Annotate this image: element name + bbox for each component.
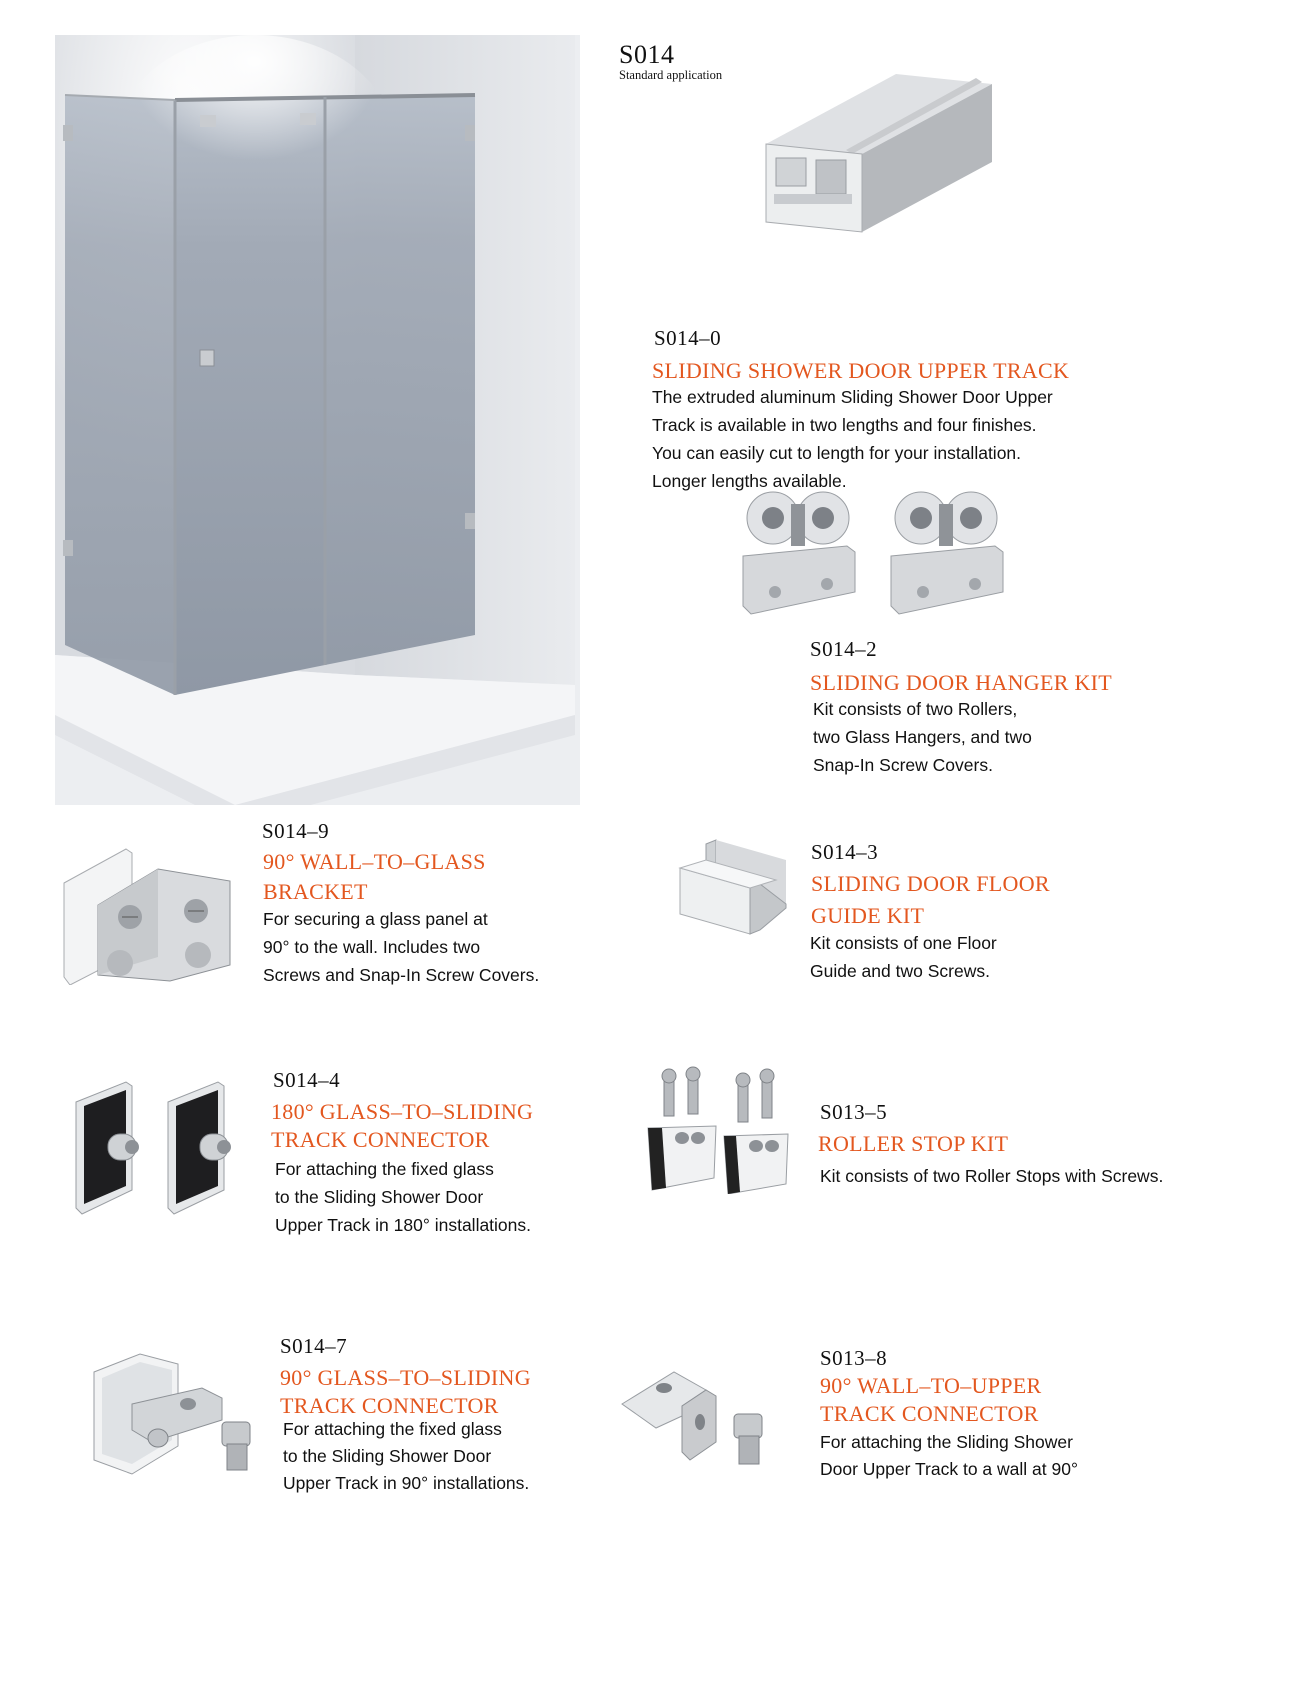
wall-bracket-image (58, 845, 238, 985)
wall-bracket-description (263, 905, 539, 989)
description-line: to the Sliding Shower Door (283, 1446, 492, 1466)
description-line: Guide and two Screws. (810, 961, 990, 981)
upper-track-title: SLIDING SHOWER DOOR UPPER TRACK (652, 358, 1070, 383)
title-line: BRACKET (263, 879, 368, 904)
wall-connector-code: S013–8 (820, 1346, 888, 1370)
wall-connector-image (620, 1366, 770, 1476)
description-line: Screws and Snap-In Screw Covers. (263, 965, 540, 985)
title-line: 180° GLASS–TO–SLIDING (271, 1099, 534, 1124)
upper-track-description (652, 383, 1053, 495)
title-line: 90° WALL–TO–GLASS (263, 849, 486, 874)
floor-guide-title (811, 868, 1050, 932)
wall-bracket-title (263, 847, 486, 907)
connector-180-title (271, 1098, 533, 1154)
hanger-kit-code: S014–2 (810, 637, 878, 661)
description-line: Kit consists of two Rollers, (813, 699, 1018, 719)
description-line: 90° to the wall. Includes two (263, 937, 481, 957)
description-line: The extruded aluminum Sliding Shower Door Upper (652, 387, 1053, 407)
wall-connector-title (820, 1372, 1042, 1428)
connector-180-code: S014–4 (273, 1068, 341, 1092)
connector-90-code: S014–7 (280, 1334, 348, 1358)
connector-90-description (283, 1416, 529, 1497)
connector-180-image (72, 1078, 247, 1218)
hanger-kit-title: SLIDING DOOR HANGER KIT (810, 670, 1113, 695)
description-line: Door Upper Track to a wall at 90° (820, 1459, 1078, 1479)
roller-stop-code: S013–5 (820, 1100, 888, 1124)
connector-90-image (92, 1350, 272, 1480)
description-line: For attaching the fixed glass (283, 1419, 502, 1439)
upper-track-image (746, 54, 1002, 240)
wall-connector-description (820, 1429, 1078, 1483)
description-line: Upper Track in 180° installations. (275, 1215, 532, 1235)
title-line: TRACK CONNECTOR (820, 1401, 1039, 1426)
title-line: TRACK CONNECTOR (271, 1127, 490, 1152)
roller-stop-image (638, 1066, 790, 1194)
floor-guide-code: S014–3 (811, 840, 879, 864)
description-line: For attaching the Sliding Shower (820, 1432, 1073, 1452)
title-line: SLIDING DOOR FLOOR (811, 871, 1050, 896)
description-line: two Glass Hangers, and two (813, 727, 1032, 747)
description-line: Snap-In Screw Covers. (813, 755, 993, 775)
description-line: Upper Track in 90° installations. (283, 1473, 530, 1493)
description-line: Longer lengths available. (652, 471, 847, 491)
connector-180-description (275, 1155, 531, 1239)
catalog-subtitle: Standard application (619, 68, 723, 82)
description-line: Track is available in two lengths and four finishes. (652, 415, 1037, 435)
roller-stop-description (820, 1162, 1163, 1190)
description-line: Kit consists of two Roller Stops with Screws. (820, 1166, 1164, 1186)
wall-bracket-code: S014–9 (262, 819, 330, 843)
shower-enclosure-illustration (55, 35, 580, 805)
floor-guide-image (676, 838, 791, 938)
title-line: GUIDE KIT (811, 903, 925, 928)
upper-track-code: S014–0 (654, 326, 722, 350)
hanger-kit-description (813, 695, 1032, 779)
description-line: to the Sliding Shower Door (275, 1187, 484, 1207)
description-line: For securing a glass panel at (263, 909, 488, 929)
catalog-code: S014 (619, 40, 675, 69)
description-line: For attaching the fixed glass (275, 1159, 494, 1179)
title-line: 90° WALL–TO–UPPER (820, 1373, 1042, 1398)
title-line: TRACK CONNECTOR (280, 1393, 499, 1418)
connector-90-title (280, 1364, 531, 1420)
description-line: You can easily cut to length for your installation. (652, 443, 1022, 463)
hanger-kit-image (735, 488, 1025, 618)
description-line: Kit consists of one Floor (810, 933, 997, 953)
roller-stop-title: ROLLER STOP KIT (818, 1131, 1009, 1156)
title-line: 90° GLASS–TO–SLIDING (280, 1365, 531, 1390)
floor-guide-description (810, 929, 997, 985)
